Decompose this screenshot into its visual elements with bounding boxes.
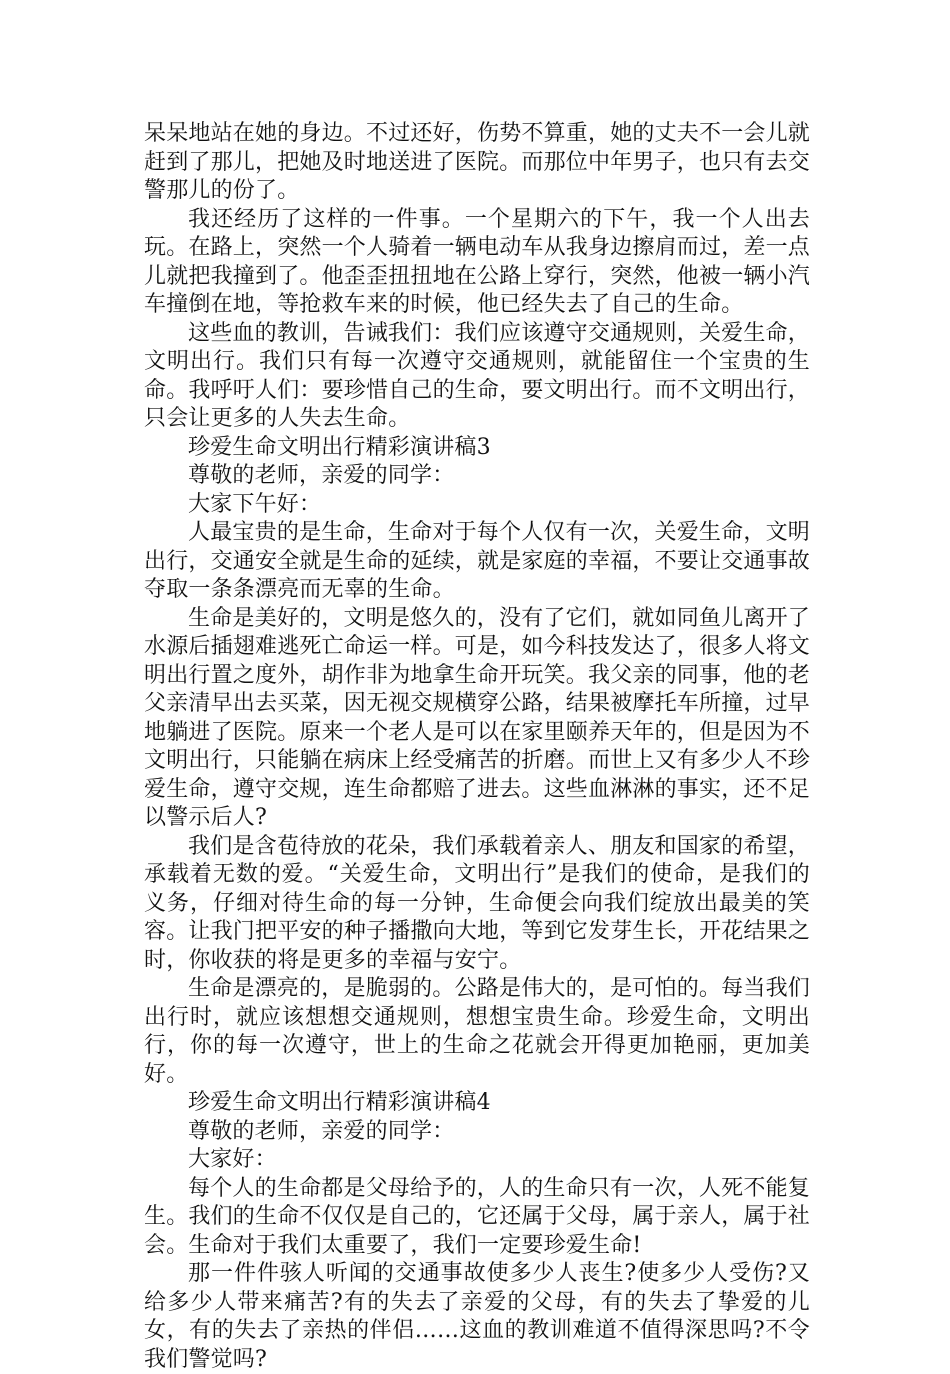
- paragraph: 呆呆地站在她的身边。不过还好，伤势不算重，她的丈夫不一会儿就赶到了那儿，把她及时地送进了医院。而那位中年男子，也只有去交警那儿的份了。: [144, 121, 811, 203]
- salutation: 尊敬的老师，亲爱的同学：: [188, 1118, 455, 1144]
- paragraph: 我们是含苞待放的花朵，我们承载着亲人、朋友和国家的希望，承载着无数的爱。“关爱生命，文明出行”是我们的使命，是我们的义务，仔细对待生命的每一分钟，生命便会向我们绽放出最美的笑容。让我门把平安的种子播撒向大地，等到它发芽生长，开花结果之时，你收获的将是更多的幸福与安宁。: [144, 833, 811, 973]
- greeting: 大家下午好：: [188, 491, 322, 517]
- paragraph: 生命是漂亮的，是脆弱的。公路是伟大的，是可怕的。每当我们出行时，就应该想想交通规则，想想宝贵生命。珍爱生命，文明出行，你的每一次遵守，世上的生命之花就会开得更加艳丽，更加美好。: [144, 976, 810, 1087]
- section-title: 珍爱生命文明出行精彩演讲稿3: [188, 434, 491, 460]
- paragraph: 人最宝贵的是生命，生命对于每个人仅有一次，关爱生命，文明出行，交通安全就是生命的延续，就是家庭的幸福，不要让交通事故夺取一条条漂亮而无辜的生命。: [144, 520, 811, 602]
- paragraph: 我还经历了这样的一件事。一个星期六的下午，我一个人出去玩。在路上，突然一个人骑着一辆电动车从我身边擦肩而过，差一点儿就把我撞到了。他歪歪扭扭地在公路上穿行，突然，他被一辆小汽车撞倒在地，等抢救车来的时候，他已经失去了自己的生命。: [144, 206, 811, 317]
- paragraph: 那一件件骇人听闻的交通事故使多少人丧生?使多少人受伤?又给多少人带来痛苦?有的失去了亲爱的父母，有的失去了挚爱的儿女，有的失去了亲热的伴侣……这血的教训难道不值得深思吗?不令我们警觉吗?: [144, 1261, 810, 1372]
- section-title: 珍爱生命文明出行精彩演讲稿4: [188, 1090, 491, 1115]
- paragraph: 这些血的教训，告诫我们：我们应该遵守交通规则，关爱生命，文明出行。我们只有每一次遵守交通规则，就能留住一个宝贵的生命。我呼吁人们：要珍惜自己的生命，要文明出行。而不文明出行，只会让更多的人失去生命。: [144, 320, 811, 431]
- document-body: [144, 120, 810, 1374]
- paragraph: 每个人的生命都是父母给予的，人的生命只有一次，人死不能复生。我们的生命不仅仅是自己的，它还属于父母，属于亲人，属于社会。生命对于我们太重要了，我们一定要珍爱生命!: [144, 1175, 811, 1258]
- greeting: 大家好：: [188, 1147, 277, 1172]
- paragraph: 生命是美好的，文明是悠久的，没有了它们，就如同鱼儿离开了水源后插翅难逃死亡命运一样。可是，如今科技发达了，很多人将文明出行置之度外，胡作非为地拿生命开玩笑。我父亲的同事，他的老父亲清早出去买菜，因无视交规横穿公路，结果被摩托车所撞，过早地躺进了医院。原来一个老人是可以在家里颐养天年的，但是因为不文明出行，只能躺在病床上经受痛苦的折磨。而世上又有多少人不珍爱生命，遵守交规，连生命都赔了进去。这些血淋淋的事实，还不足以警示后人?: [144, 605, 811, 830]
- salutation: 尊敬的老师，亲爱的同学：: [188, 463, 455, 488]
